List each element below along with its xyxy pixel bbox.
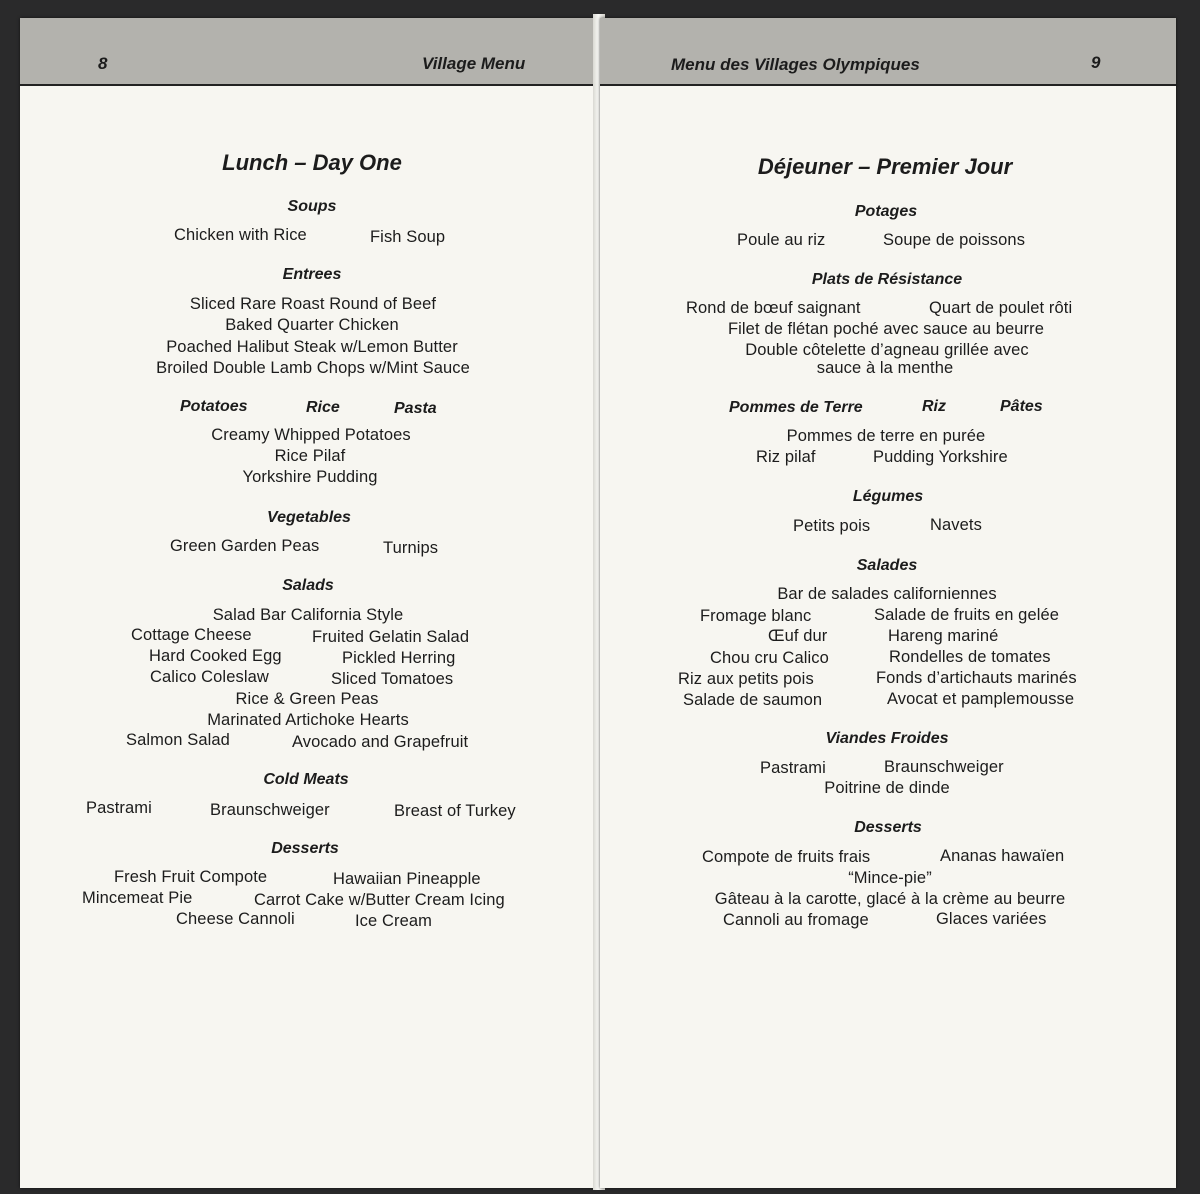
section-heading-rice: Rice (306, 399, 340, 416)
menu-item: Riz aux petits pois (678, 670, 814, 688)
section-heading-pates: Pâtes (1000, 398, 1043, 415)
section-heading-vegetables: Vegetables (267, 509, 351, 526)
section-heading-pasta: Pasta (394, 400, 437, 417)
left-page (20, 18, 596, 1188)
left-page-header (20, 18, 596, 86)
menu-item: Salmon Salad (126, 731, 230, 749)
menu-item: Broiled Double Lamb Chops w/Mint Sauce (156, 359, 470, 377)
menu-item: Avocat et pamplemousse (887, 690, 1075, 708)
menu-item: Pastrami (86, 799, 152, 817)
section-heading-salads: Salads (282, 577, 334, 594)
menu-item: Pommes de terre en purée (786, 427, 986, 445)
menu-item: Breast of Turkey (394, 802, 516, 820)
menu-item: Mincemeat Pie (82, 889, 193, 907)
menu-item: Filet de flétan poché avec sauce au beurre (727, 320, 1045, 338)
menu-item: Salad Bar California Style (212, 606, 404, 624)
menu-item: Pudding Yorkshire (873, 448, 1008, 466)
menu-item: Fruited Gelatin Salad (312, 628, 470, 646)
section-heading-viandes: Viandes Froides (825, 730, 949, 747)
menu-item: Fromage blanc (700, 607, 812, 625)
page-number: 8 (98, 54, 108, 73)
menu-title: Lunch – Day One (222, 150, 402, 175)
right-page (600, 18, 1176, 1188)
right-page-header (600, 18, 1176, 86)
menu-item: Braunschweiger (884, 758, 1004, 776)
menu-item: Pastrami (760, 759, 826, 777)
section-heading-entrees: Entrees (282, 266, 342, 283)
menu-item: Turnips (383, 539, 439, 557)
menu-item: Cheese Cannoli (176, 910, 295, 928)
menu-item: Sliced Tomatoes (331, 670, 454, 688)
section-heading-plats: Plats de Résistance (811, 271, 963, 288)
menu-item: Fonds d’artichauts marinés (876, 669, 1077, 687)
menu-item: Cannoli au fromage (723, 911, 869, 929)
menu-item: sauce à la menthe (816, 359, 954, 377)
menu-item: Ananas hawaïen (940, 847, 1065, 865)
menu-item: Quart de poulet rôti (929, 299, 1073, 317)
menu-item: Marinated Artichoke Hearts (207, 711, 409, 729)
menu-item: Hard Cooked Egg (149, 647, 282, 665)
menu-item: Hawaiian Pineapple (333, 870, 481, 888)
menu-item: Poitrine de dinde (824, 779, 950, 797)
menu-item: Glaces variées (936, 910, 1047, 928)
menu-item: Yorkshire Pudding (242, 468, 378, 486)
menu-item: Creamy Whipped Potatoes (211, 426, 411, 444)
menu-item: Chou cru Calico (710, 649, 829, 667)
menu-item: Chicken with Rice (174, 226, 307, 244)
section-heading-potatoes: Potatoes (180, 398, 248, 415)
menu-item: Cottage Cheese (131, 626, 252, 644)
menu-item: Navets (930, 516, 982, 534)
menu-item: Fish Soup (370, 228, 446, 246)
menu-item: Double côtelette d’agneau grillée avec (745, 341, 1029, 359)
menu-item: “Mince-pie” (848, 869, 932, 887)
menu-item: Rice Pilaf (274, 447, 346, 465)
section-heading-riz: Riz (922, 398, 946, 415)
menu-item: Gâteau à la carotte, glacé à la crème au beurre (714, 890, 1066, 908)
menu-item: Rice & Green Peas (235, 690, 379, 708)
menu-item: Baked Quarter Chicken (225, 316, 399, 334)
section-heading-desserts: Desserts (271, 840, 339, 857)
menu-item: Rondelles de tomates (889, 648, 1051, 666)
menu-item: Bar de salades californiennes (777, 585, 997, 603)
section-heading-cold-meats: Cold Meats (263, 771, 349, 788)
menu-item: Riz pilaf (756, 448, 816, 466)
menu-item: Petits pois (793, 517, 871, 535)
section-heading-pommes-de-terre: Pommes de Terre (729, 399, 863, 416)
section-heading-desserts: Desserts (854, 819, 922, 836)
section-heading-salades: Salades (856, 557, 918, 574)
menu-item: Compote de fruits frais (702, 848, 871, 866)
page-number: 9 (1091, 53, 1101, 72)
header-title: Village Menu (422, 54, 526, 73)
menu-item: Poule au riz (737, 231, 826, 249)
menu-item: Sliced Rare Roast Round of Beef (189, 295, 437, 313)
menu-item: Œuf dur (768, 627, 828, 645)
menu-title: Déjeuner – Premier Jour (757, 154, 1013, 179)
menu-item: Green Garden Peas (170, 537, 320, 555)
menu-item: Salade de saumon (683, 691, 823, 709)
menu-item: Braunschweiger (210, 801, 330, 819)
menu-item: Calico Coleslaw (150, 668, 269, 686)
menu-item: Poached Halibut Steak w/Lemon Butter (166, 338, 458, 356)
menu-item: Soupe de poissons (883, 231, 1026, 249)
menu-item: Ice Cream (355, 912, 433, 930)
menu-item: Pickled Herring (342, 649, 456, 667)
header-title: Menu des Villages Olympiques (671, 55, 920, 74)
menu-item: Avocado and Grapefruit (292, 733, 469, 751)
menu-item: Salade de fruits en gelée (874, 606, 1060, 624)
menu-item: Fresh Fruit Compote (114, 868, 268, 886)
section-heading-potages: Potages (854, 203, 918, 220)
menu-item: Rond de bœuf saignant (686, 299, 861, 317)
section-heading-legumes: Légumes (852, 488, 924, 505)
section-heading-soups: Soups (287, 198, 337, 215)
menu-item: Hareng mariné (888, 627, 999, 645)
menu-item: Carrot Cake w/Butter Cream Icing (254, 891, 505, 909)
